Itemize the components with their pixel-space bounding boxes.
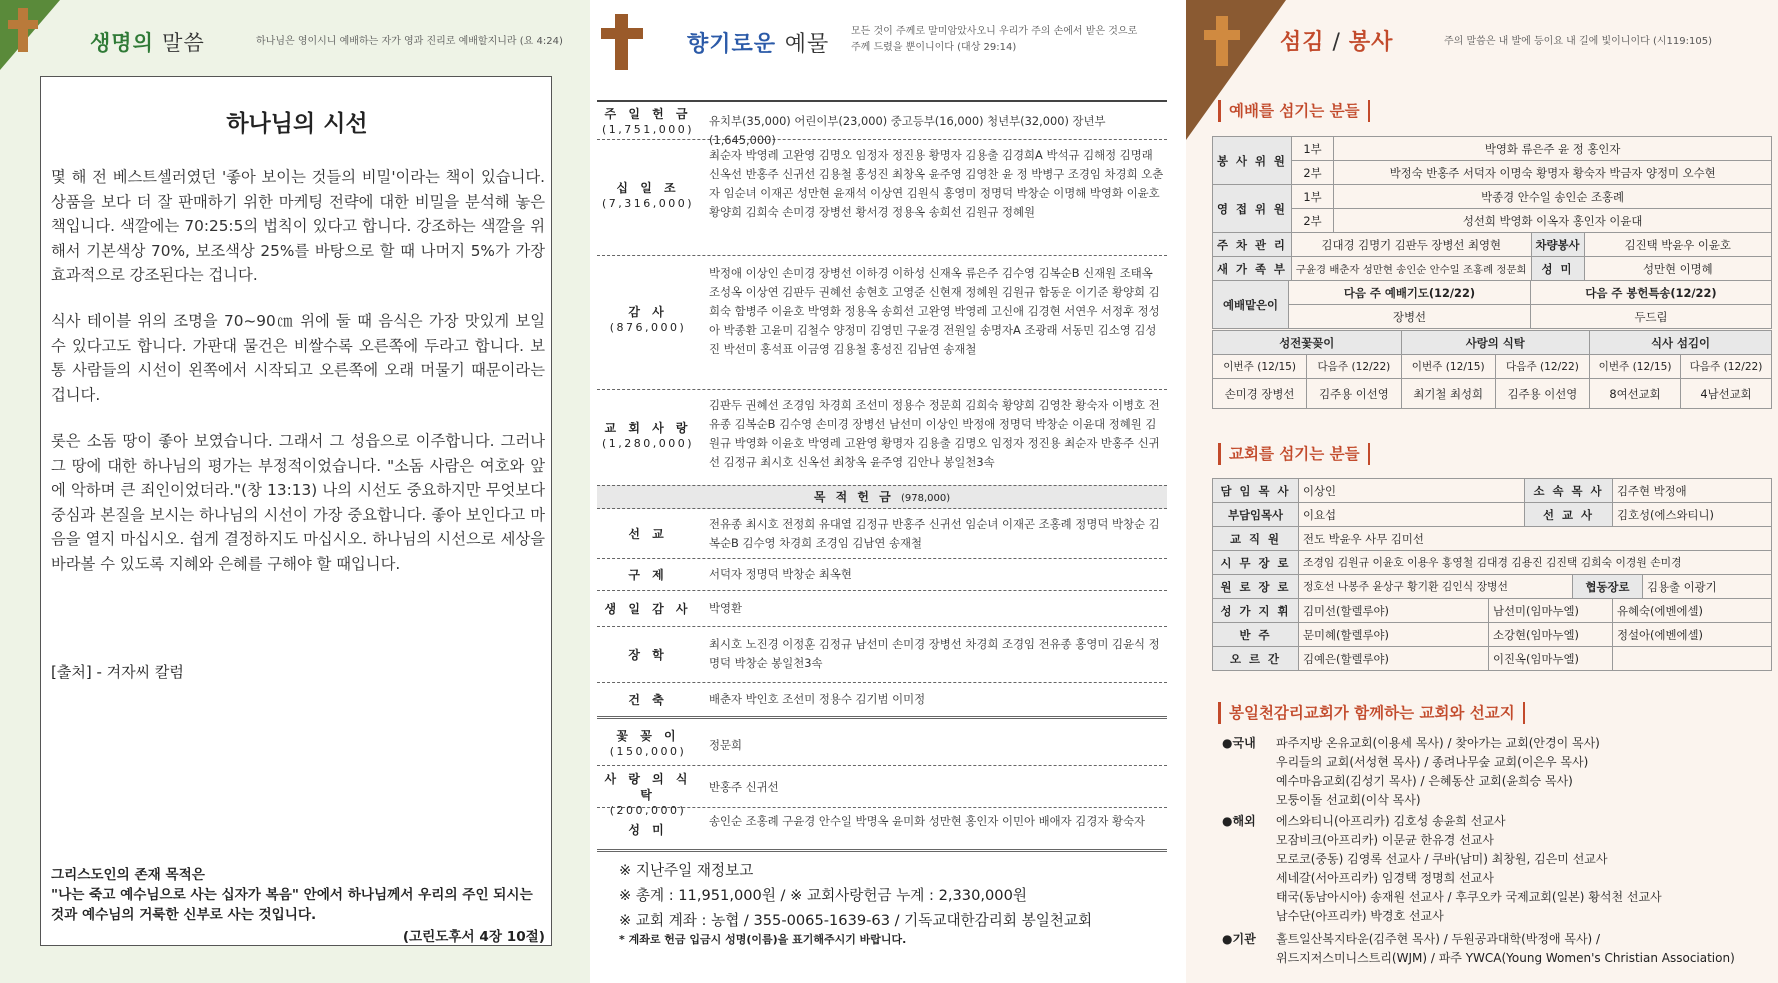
purpose-amount: (150,000) bbox=[609, 745, 687, 758]
table-label: 선 교 사 bbox=[1525, 503, 1613, 527]
table-cell: 다음주 (12/22) bbox=[1495, 355, 1589, 379]
offering-label bbox=[597, 420, 699, 452]
mission-list bbox=[1276, 734, 1776, 810]
table-cell: 김용출 이광기 bbox=[1643, 575, 1772, 599]
table-header: 다음 주 예배기도(12/22) bbox=[1289, 281, 1531, 305]
mission-label: ●기관 bbox=[1222, 932, 1256, 946]
purpose-names: 서덕자 정명덕 박창순 최옥현 bbox=[709, 567, 852, 581]
purpose-names: 전유종 최시호 전정희 유대열 김정규 반홍주 신귀선 임순녀 이재곤 조홍례 정명덕 박창순 김복순B 김수영 차경희 조경임 김남연 송재철 bbox=[709, 517, 1160, 550]
mission-line: 모로코(중동) 김영록 선교사 / 쿠바(남미) 최창원, 김은미 선교사 bbox=[1276, 852, 1608, 866]
worship-prep-table bbox=[1212, 280, 1772, 329]
purpose-names: 송인순 조홍례 구윤경 안수일 박명옥 윤미화 성만현 홍인자 이민아 배애자 김경자 황숙자 bbox=[709, 814, 1145, 828]
offering-label-text: 교 회 사 랑 bbox=[604, 421, 692, 435]
table-row bbox=[1213, 257, 1772, 281]
service-panel bbox=[1186, 0, 1778, 983]
offering-row bbox=[597, 100, 1167, 147]
table-cell: 전도 박윤우 사무 김미선 bbox=[1299, 527, 1772, 551]
title-part-a: 생명의 bbox=[90, 31, 154, 55]
table-label: 차량봉사 bbox=[1531, 233, 1584, 257]
table-cell bbox=[1613, 647, 1772, 671]
table-label: 성 가 지 휘 bbox=[1213, 599, 1299, 623]
mission-line: 예수마음교회(김성기 목사) / 은혜동산 교회(윤희승 목사) bbox=[1276, 774, 1573, 788]
mission-line: 파주지방 온유교회(이용세 목사) / 찾아가는 교회(안경이 목사) bbox=[1276, 736, 1600, 750]
offering-names: 김판두 권혜선 조경임 차경희 조선미 정용수 정문희 김희숙 황양희 김영찬 황숙자 이병호 전유종 김복순B 김수영 손미경 장병선 남선미 이상인 박정애 정명덕 박창순 이윤대 정혜원 김원규 박영화 이윤호 박영레 고완영 황명자 김용출 김명오 임정자 정진용 최순자 반홍주 신귀선 김정규 최시호 신옥선 최창옥 윤주영 김안나 봉일천3속 bbox=[709, 398, 1160, 469]
table-row bbox=[1213, 647, 1772, 671]
table-cell: 이진옥(임마누엘) bbox=[1489, 647, 1613, 671]
purpose-names: 박영환 bbox=[709, 601, 743, 615]
table-header: 다음 주 봉헌특송(12/22) bbox=[1531, 281, 1772, 305]
table-cell: 김예은(할렐루야) bbox=[1299, 647, 1489, 671]
table-label: 봉 사 위 원 bbox=[1213, 137, 1292, 185]
mission-line: 태국(동남아시아) 송재원 선교사 / 후쿠오카 국제교회(일본) 황석천 선교사 bbox=[1276, 890, 1662, 904]
table-cell: 유혜숙(에벤에셀) bbox=[1613, 599, 1772, 623]
offering-label bbox=[597, 304, 699, 336]
section-heading: 봉일천감리교회가 함께하는 교회와 선교지 bbox=[1218, 702, 1525, 724]
table-row bbox=[1213, 599, 1772, 623]
mission-line: 모퉁이돌 선교회(이삭 목사) bbox=[1276, 793, 1421, 807]
table-label: 협동장로 bbox=[1573, 575, 1643, 599]
purpose-names: 배춘자 박인호 조선미 정용수 김기범 이미정 bbox=[709, 692, 926, 706]
section-subtitle: 주의 말씀은 내 발에 등이요 내 길에 빛이니이다 (시119:105) bbox=[1444, 36, 1712, 47]
title-part-b: 예물 bbox=[784, 32, 830, 57]
purpose-row bbox=[597, 766, 1167, 817]
sermon-paragraph: 몇 해 전 베스트셀러였던 '좋아 보이는 것들의 비밀'이라는 책이 있습니다. 상품을 보다 더 잘 판매하기 위한 마케팅 전략에 대한 비밀을 분석해 놓은 책입니다. 색깔에는 70:25:5의 법칙이 있다고 합니다. 강조하는 색깔을 위해서 기본색상 70%, 보조색상 25%를 바탕으로 할 때 나머지 5%가 가장 효과적으로 강조된다는 겁니다. bbox=[51, 168, 545, 285]
purpose-label-text: 꽃 꽂 이 bbox=[616, 729, 680, 743]
section-subtitle bbox=[851, 24, 1137, 56]
table-cell: 장병선 bbox=[1289, 305, 1531, 329]
offering-label bbox=[597, 180, 699, 212]
sermon-title: 하나님의 시선 bbox=[226, 111, 368, 137]
purpose-names: 정문희 bbox=[709, 738, 743, 752]
mission-line: 남수단(아프리카) 박경호 선교사 bbox=[1276, 909, 1444, 923]
wooden-cross-icon bbox=[593, 0, 673, 80]
table-row bbox=[1213, 479, 1772, 503]
offering-panel bbox=[593, 0, 1183, 983]
table-cell: 김주용 이선영 bbox=[1307, 379, 1401, 409]
table-cell: 박영화 류은주 윤 정 홍인자 bbox=[1334, 137, 1772, 161]
table-cell: 남선미(임마누엘) bbox=[1489, 599, 1613, 623]
table-cell: 김주용 이선영 bbox=[1495, 379, 1589, 409]
table-cell: 8여선교회 bbox=[1590, 379, 1681, 409]
purpose-label: 선 교 bbox=[628, 527, 668, 541]
mission-list bbox=[1276, 812, 1776, 926]
table-row bbox=[1213, 527, 1772, 551]
sermon-source: [출처] - 겨자씨 칼럼 bbox=[51, 663, 184, 681]
purpose-amount: (200,000) bbox=[609, 804, 687, 817]
table-cell: 다음주 (12/22) bbox=[1681, 355, 1772, 379]
table-label: 주 차 관 리 bbox=[1213, 233, 1292, 257]
table-label: 영 접 위 원 bbox=[1213, 185, 1292, 233]
table-cell: 김진택 박윤우 이윤호 bbox=[1584, 233, 1771, 257]
table-cell: 박정숙 반홍주 서덕자 이명숙 황명자 황숙자 박금자 양정미 오수현 bbox=[1334, 161, 1772, 185]
table-label: 성 미 bbox=[1531, 257, 1584, 281]
mission-line: 세네갈(서아프리카) 임경택 정명희 선교사 bbox=[1276, 871, 1494, 885]
title-separator: / bbox=[1324, 30, 1349, 55]
mission-group bbox=[1222, 930, 1762, 970]
offering-amount: (1,280,000) bbox=[601, 437, 695, 450]
table-cell: 이상인 bbox=[1299, 479, 1525, 503]
table-header: 식사 섬김이 bbox=[1590, 331, 1772, 355]
offering-names: 박정애 이상인 손미경 장병선 이하경 이하성 신재옥 류은주 김수영 김복순B 신재원 조태옥 조성옥 이상연 김판두 권혜선 송현호 고영준 신현재 정혜원 김원규 함동운 이기준 황양희 김희숙 함병주 이윤호 박영화 정용옥 송희선 고완영 박영레 고신애 김경현 서연우 서정후 정성아 박종환 고윤미 김철수 양정미 김영민 구윤경 전원일 송명자A 조광래 서동민 김소영 김성진 박선미 홍석표 이금영 김용철 홍성진 김남연 송재철 bbox=[709, 266, 1160, 356]
sermon-paragraph: 식사 테이블 위의 조명을 70~90㎝ 위에 둘 때 음식은 가장 맛있게 보일 수 있다고도 합니다. 가판대 물건은 비쌀수록 오른쪽에 두라고 합니다. 보통 사람들의 시선이 왼쪽에서 시작되고 오른쪽에 오래 머물기 때문이라는 겁니다. bbox=[51, 312, 545, 404]
title-part-a: 섬김 bbox=[1280, 30, 1325, 55]
sermon-box bbox=[40, 76, 552, 946]
table-cell: 김대경 김명기 김판두 장병선 최영현 bbox=[1291, 233, 1531, 257]
table-cell: 1부 bbox=[1291, 137, 1333, 161]
mission-line: 에스와티니(아프리카) 김호성 송윤희 선교사 bbox=[1276, 814, 1506, 828]
table-row bbox=[1213, 331, 1772, 355]
sermon-paragraph: 롯은 소돔 땅이 좋아 보였습니다. 그래서 그 성읍으로 이주합니다. 그러나 그 땅에 대한 하나님의 평가는 부정적이었습니다. "소돔 사람은 여호와 앞에 악하며 큰 죄인이었더라."(창 13:13) 나의 시선도 중요하지만 무엇보다 중심과 본질을 보시는 하나님의 시선이 가장 중요합니다. 좋아 보인다고 마음을 열지 마십시오. 쉽게 결정하지도 마십시오. 하나님의 시선으로 세상을 바라볼 수 있도록 지혜와 은혜를 구해야 할 때입니다. bbox=[51, 432, 545, 573]
table-cell: 최기철 최성희 bbox=[1401, 379, 1495, 409]
offering-amount: (7,316,000) bbox=[601, 197, 695, 210]
offering-label-text: 주 일 헌 금 bbox=[604, 107, 692, 121]
offering-amount: (1,751,000) bbox=[601, 123, 695, 136]
table-label: 오 르 간 bbox=[1213, 647, 1299, 671]
title-part-a: 향기로운 bbox=[687, 32, 777, 57]
table-row bbox=[1213, 551, 1772, 575]
weekly-duty-table bbox=[1212, 330, 1772, 409]
table-header: 성전꽃꽂이 bbox=[1213, 331, 1402, 355]
table-label: 예배맡은이 bbox=[1213, 281, 1289, 329]
purpose-label bbox=[597, 728, 699, 760]
purpose-offering-amount: (978,000) bbox=[900, 493, 951, 504]
mission-group bbox=[1222, 734, 1762, 814]
subtitle-line: 모든 것이 주께로 말미암았사오니 우리가 주의 손에서 받은 것으로 bbox=[851, 26, 1138, 37]
purpose-row bbox=[597, 683, 1167, 719]
purpose-line: "나는 죽고 예수님으로 사는 십자가 복음" 안에서 하나님께서 우리의 주인 되시는 것과 예수님의 거룩한 신부로 사는 것입니다. bbox=[51, 887, 533, 923]
table-cell: 김호성(에스와티니) bbox=[1613, 503, 1772, 527]
purpose-statement bbox=[51, 865, 545, 947]
table-label: 시 무 장 로 bbox=[1213, 551, 1299, 575]
table-cell: 성선희 박영화 이옥자 홍인자 이윤대 bbox=[1334, 209, 1772, 233]
section-title bbox=[1280, 25, 1393, 56]
purpose-reference: (고린도후서 4장 10절) bbox=[402, 929, 545, 945]
table-cell: 조경임 김원규 이윤호 이용우 홍영철 김대경 김용진 김진택 김희숙 이경원 손미경 bbox=[1299, 551, 1772, 575]
purpose-offering-label: 목 적 헌 금 bbox=[813, 490, 894, 504]
finance-line: ※ 교회 계좌 : 농협 / 355-0065-1639-63 / 기독교대한감리회 봉일천교회 bbox=[619, 912, 1093, 929]
table-row bbox=[1213, 623, 1772, 647]
purpose-row bbox=[597, 509, 1167, 559]
purpose-names: 반홍주 신귀선 bbox=[709, 780, 779, 794]
table-label: 소 속 목 사 bbox=[1525, 479, 1613, 503]
section-title bbox=[687, 27, 829, 58]
table-row bbox=[1213, 185, 1772, 209]
table-label: 담 임 목 사 bbox=[1213, 479, 1299, 503]
table-cell: 손미경 장병선 bbox=[1213, 379, 1307, 409]
mission-label: ●해외 bbox=[1222, 814, 1256, 828]
table-cell: 소강현(임마누엘) bbox=[1489, 623, 1613, 647]
purpose-label: 생 일 감 사 bbox=[604, 602, 692, 616]
title-part-b: 말씀 bbox=[162, 31, 205, 55]
offering-row bbox=[597, 140, 1167, 256]
finance-report bbox=[619, 858, 1179, 947]
section-heading: 교회를 섬기는 분들 bbox=[1218, 443, 1370, 465]
staff-table bbox=[1212, 478, 1772, 671]
purpose-row bbox=[597, 808, 1167, 852]
offering-row bbox=[597, 256, 1167, 390]
purpose-row bbox=[597, 627, 1167, 683]
mission-line: 우리들의 교회(서성현 목사) / 종려나무숲 교회(이은우 목사) bbox=[1276, 755, 1589, 769]
mission-group bbox=[1222, 812, 1762, 928]
table-cell: 1부 bbox=[1291, 185, 1333, 209]
finance-line: ※ 총계 : 11,951,000원 / ※ 교회사랑헌금 누계 : 2,330,000원 bbox=[619, 887, 1027, 904]
section-title bbox=[90, 27, 205, 57]
offering-label bbox=[597, 106, 699, 138]
offering-label-text: 감 사 bbox=[628, 305, 668, 319]
table-cell: 박종경 안수일 송인순 조홍례 bbox=[1334, 185, 1772, 209]
table-cell: 두드림 bbox=[1531, 305, 1772, 329]
table-cell: 정설아(에벤에셀) bbox=[1613, 623, 1772, 647]
finance-note: * 계좌로 헌금 입금시 성명(이름)을 표기해주시기 바랍니다. bbox=[619, 933, 907, 946]
table-cell: 이번주 (12/15) bbox=[1590, 355, 1681, 379]
mission-line: 홀트일산복지타운(김주현 목사) / 두원공과대학(박정애 목사) / bbox=[1276, 932, 1601, 946]
table-header: 사랑의 식탁 bbox=[1401, 331, 1590, 355]
table-cell: 다음주 (12/22) bbox=[1307, 355, 1401, 379]
table-row bbox=[1213, 137, 1772, 161]
cross-photo-icon bbox=[0, 0, 60, 70]
table-row bbox=[1213, 161, 1772, 185]
table-cell: 구윤경 배춘자 성만현 송인순 안수일 조홍례 정문희 bbox=[1291, 257, 1531, 281]
table-label: 반 주 bbox=[1213, 623, 1299, 647]
subtitle-line: 주께 드렸을 뿐이니이다 (대상 29:14) bbox=[851, 42, 1017, 53]
service-table bbox=[1212, 136, 1772, 281]
mission-list bbox=[1276, 930, 1776, 968]
purpose-label: 장 학 bbox=[628, 648, 668, 662]
table-cell: 김주현 박정애 bbox=[1613, 479, 1772, 503]
offering-names: 최순자 박영레 고완영 김명오 임정자 정진용 황명자 김용출 김경희A 박석규 김해정 김명래 신옥선 반홍주 신귀선 김용철 홍성진 최창옥 윤주영 김영찬 윤 정 박병구 조경임 차경희 오춘자 임순녀 이재곤 성만현 윤재석 이상연 김원식 홍영미 정명덕 박창순 이명해 박영화 이윤호 황양희 김희숙 손미경 장병선 황서경 정용옥 송희선 김원규 정혜원 bbox=[709, 148, 1164, 219]
table-cell: 정호선 나봉주 윤상구 황기환 김인식 장병선 bbox=[1299, 575, 1573, 599]
table-row bbox=[1213, 305, 1772, 329]
table-row bbox=[1213, 575, 1772, 599]
table-cell: 이번주 (12/15) bbox=[1401, 355, 1495, 379]
table-cell: 이번주 (12/15) bbox=[1213, 355, 1307, 379]
table-label: 원 로 장 로 bbox=[1213, 575, 1299, 599]
purpose-names: 최시호 노진경 이정훈 김정규 남선미 손미경 장병선 차경희 조경임 전유종 홍영미 김윤식 정명덕 박창순 봉일천3속 bbox=[709, 637, 1160, 670]
table-cell: 성만현 이명혜 bbox=[1584, 257, 1771, 281]
table-row bbox=[1213, 209, 1772, 233]
mission-label: ●국내 bbox=[1222, 736, 1256, 750]
table-cell: 4남선교회 bbox=[1681, 379, 1772, 409]
table-cell: 이요섭 bbox=[1299, 503, 1525, 527]
mission-line: 모잠비크(아프리카) 이문균 한유경 선교사 bbox=[1276, 833, 1494, 847]
section-heading: 예배를 섬기는 분들 bbox=[1218, 100, 1370, 122]
table-row bbox=[1213, 379, 1772, 409]
sermon-panel bbox=[0, 0, 590, 983]
purpose-label-text: 사 랑 의 식 탁 bbox=[604, 772, 692, 802]
table-cell: 문미혜(할렐루야) bbox=[1299, 623, 1489, 647]
table-row bbox=[1213, 355, 1772, 379]
title-part-b: 봉사 bbox=[1348, 30, 1394, 55]
table-label: 교 직 원 bbox=[1213, 527, 1299, 551]
table-row bbox=[1213, 503, 1772, 527]
table-cell: 2부 bbox=[1291, 161, 1333, 185]
table-label: 새 가 족 부 bbox=[1213, 257, 1292, 281]
mission-line: 위드지저스미니스트리(WJM) / 파주 YWCA(Young Women's Christian Association) bbox=[1276, 951, 1735, 965]
purpose-label: 건 축 bbox=[628, 693, 668, 707]
purpose-row bbox=[597, 722, 1167, 766]
table-row bbox=[1213, 233, 1772, 257]
section-subtitle: 하나님은 영이시니 예배하는 자가 영과 진리로 예배할지니라 (요 4:24) bbox=[256, 36, 563, 47]
purpose-label: 성 미 bbox=[628, 823, 668, 837]
purpose-line: 그리스도인의 존재 목적은 bbox=[51, 867, 205, 883]
offering-label-text: 십 일 조 bbox=[616, 181, 680, 195]
offering-names: 유치부(35,000) 어린이부(23,000) 중고등부(16,000) 청년부(32,000) 장년부(1,645,000) bbox=[709, 114, 1106, 147]
purpose-label: 구 제 bbox=[628, 568, 668, 582]
purpose-row bbox=[597, 591, 1167, 627]
table-row bbox=[1213, 281, 1772, 305]
table-cell: 2부 bbox=[1291, 209, 1333, 233]
offering-amount: (876,000) bbox=[609, 321, 687, 334]
table-cell: 김미선(할렐루야) bbox=[1299, 599, 1489, 623]
table-label: 부담임목사 bbox=[1213, 503, 1299, 527]
finance-line: ※ 지난주일 재정보고 bbox=[619, 862, 754, 879]
purpose-row bbox=[597, 559, 1167, 591]
purpose-offering-header bbox=[597, 485, 1167, 509]
offering-row bbox=[597, 390, 1167, 484]
